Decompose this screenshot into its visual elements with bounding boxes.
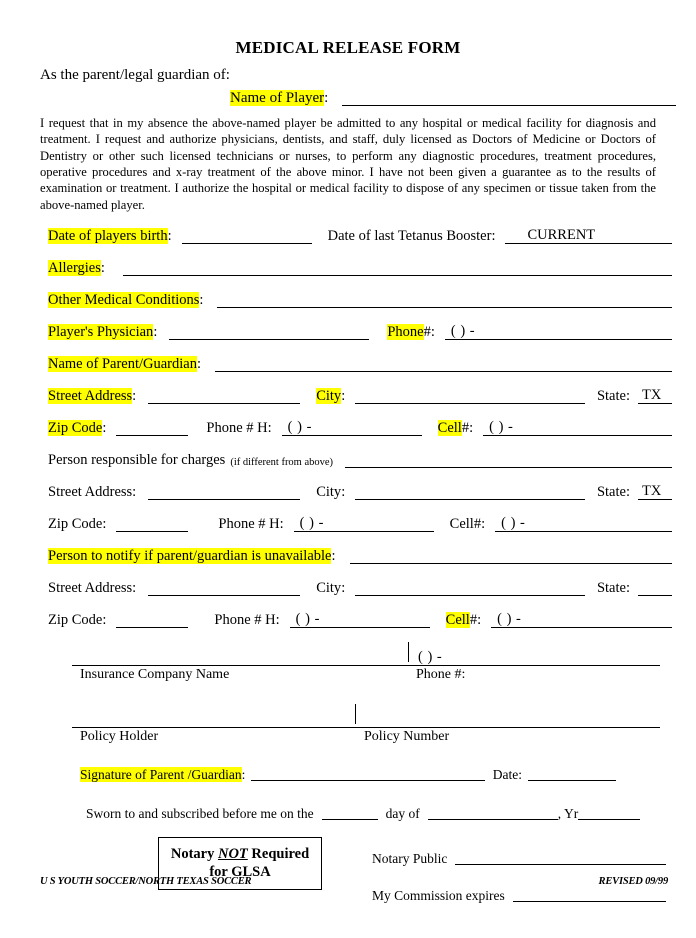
signature-date-input[interactable] [528,765,616,781]
allergies-label [48,260,105,277]
insurance-company-caption: Insurance Company Name [80,667,230,683]
row-sworn [86,804,616,821]
physician-colon: : [153,324,158,341]
notify-cell-suffix: #: [469,612,482,629]
signature-colon: : [241,766,246,782]
row-commission-expires [372,886,666,903]
responsible-city-input[interactable] [355,484,585,500]
physician-phone-suffix: #: [423,324,435,341]
responsible-city-colon: : [341,484,346,501]
notary-public-label: Notary Public [372,850,448,866]
consent-paragraph: I request that in my absence the above-named player be admitted to any hospital or medical facility for diagnosis and treatment. I request and authorize physicians, dentists, and staff, duly licensed as Doctors of Medicine or Doctors of Dentistry or other such licensed technicians or nurses, to perform any diagnostic procedures, treatment procedures, operative procedures and x-ray treatment of the above minor. I have not been given a guarantee as to the results of examination or treatment. I authorize the hospital or medical facility to dispose of any specimen or tissue taken from the above-named player. [40,116,656,212]
row-notify-address [48,580,672,597]
notify-zip-colon: : [102,612,107,629]
notify-home-phone-label: Phone # H: [214,612,280,629]
responsible-note: (if different from above) [230,457,334,469]
parent-city-input[interactable] [355,388,585,404]
physician-input[interactable] [169,324,369,340]
row-parent-name [48,356,672,373]
responsible-zip-label [48,516,106,533]
parent-home-phone-label: Phone # H: [206,420,272,437]
physician-phone-label [387,324,435,341]
parent-zip-input[interactable] [116,420,188,436]
responsible-label: Person responsible for charges [48,452,226,469]
parent-cell-label-text: Cell [437,420,462,437]
parent-street-colon: : [132,388,137,405]
signature-label [80,767,245,783]
notify-input[interactable] [350,548,672,564]
notify-colon: : [331,548,336,565]
notary-section [0,837,696,903]
policy-divider-tick [355,704,356,724]
signature-label-text: Signature of Parent /Guardian [80,766,242,782]
row-responsible-person [48,452,672,469]
notify-cell-label-text: Cell [445,612,470,629]
medical-release-form-page [0,38,696,938]
physician-phone-input[interactable] [445,324,672,340]
notify-cell-input[interactable] [491,612,672,628]
physician-phone-label-text: Phone [387,324,424,341]
sworn-day-of-label: day of [385,805,420,821]
footer-right-text: REVISED 09/99 [598,876,668,887]
commission-expires-label: My Commission expires [372,887,505,903]
parent-cell-label [438,420,473,437]
tetanus-label: Date of last Tetanus Booster: [327,228,496,245]
notify-city-label-text: City [316,580,342,597]
responsible-zip-input[interactable] [116,516,188,532]
responsible-state-input[interactable] [638,484,672,500]
signature-date-label: Date: [492,766,522,782]
row-responsible-zip-phones [48,516,672,533]
notify-city-label [316,580,345,597]
responsible-state-value: TX [642,482,662,499]
responsible-cell-pattern: ( ) - [501,514,526,531]
responsible-zip-colon: : [102,516,107,533]
notify-state-label: State: [596,580,630,597]
notify-street-label [48,580,136,597]
guardian-intro-line: As the parent/legal guardian of: [40,67,230,83]
notary-box-line1-emphasis: NOT [217,846,248,863]
notify-cell-pattern: ( ) - [497,610,522,627]
responsible-cell-suffix: #: [473,516,486,533]
birth-date-input[interactable] [182,228,312,244]
notify-zip-input[interactable] [116,612,188,628]
sworn-month-input[interactable] [428,804,558,820]
birth-date-label [48,228,172,245]
sworn-statement-section [0,804,696,821]
notary-box-line1-a: Notary [170,846,218,863]
row-physician-phone [48,324,672,341]
notary-signature-fields [372,837,666,903]
name-of-player-row [230,90,676,107]
responsible-city-label-text: City [316,484,342,501]
row-parent-address [48,388,672,405]
page-footer [40,876,668,887]
responsible-cell-label-text: Cell [449,516,474,533]
birth-date-label-text: Date of players birth [48,228,168,245]
row-parent-zip-phones [48,420,672,437]
row-notify-zip-phones [48,612,672,629]
parent-city-label [316,388,345,405]
footer-left-text: U S YOUTH SOCCER/NORTH TEXAS SOCCER [40,876,252,887]
notify-street-input[interactable] [148,580,300,596]
physician-label-text: Player's Physician [48,324,154,341]
row-other-conditions [48,292,672,309]
notify-zip-label-text: Zip Code [48,612,103,629]
row-responsible-address [48,484,672,501]
sworn-day-input[interactable] [322,804,378,820]
notify-label-text: Person to notify if parent/guardian is unavailable [48,548,332,565]
sworn-year-input[interactable] [578,804,640,820]
policy-holder-caption: Policy Holder [80,729,159,745]
responsible-input[interactable] [345,452,672,468]
sworn-prefix-label: Sworn to and subscribed before me on the [86,805,314,821]
parent-home-phone-input[interactable] [282,420,422,436]
parent-name-label-text: Name of Parent/Guardian [48,356,197,373]
tetanus-date-input[interactable] [505,228,672,244]
parent-state-input[interactable] [638,388,672,404]
responsible-city-label [316,484,345,501]
responsible-cell-input[interactable] [495,516,672,532]
responsible-home-phone-pattern: ( ) - [299,514,324,531]
notify-street-colon: : [132,580,137,597]
name-of-player-label-text: Name of Player [230,90,325,106]
notify-zip-label [48,612,106,629]
birth-date-colon: : [167,228,172,245]
page-title: MEDICAL RELEASE FORM [235,38,461,57]
notify-state-input[interactable] [638,580,672,596]
responsible-cell-label [450,516,485,533]
row-notary-public [372,849,666,866]
insurance-company-phone-line[interactable] [72,645,660,666]
notify-label [48,548,336,565]
row-birth-tetanus [48,228,672,245]
tetanus-date-value: CURRENT [527,226,596,243]
other-conditions-colon: : [199,292,204,309]
insurance-captions-row-2 [72,729,660,747]
responsible-zip-label-text: Zip Code [48,516,103,533]
name-of-player-label [230,90,328,107]
insurance-phone-pattern: ( ) - [418,648,443,665]
parent-cell-input[interactable] [483,420,672,436]
parent-cell-suffix: #: [461,420,474,437]
responsible-home-phone-input[interactable] [294,516,434,532]
insurance-section [0,645,696,747]
signature-section [0,765,696,782]
parent-city-colon: : [341,388,346,405]
notify-home-phone-input[interactable] [290,612,430,628]
row-allergies [48,260,672,277]
row-notify-person [48,548,672,565]
allergies-colon: : [100,260,105,277]
other-conditions-label-text: Other Medical Conditions [48,292,200,309]
policy-number-caption: Policy Number [364,729,450,745]
notify-cell-label [446,612,481,629]
parent-state-value: TX [642,386,662,403]
insurance-captions-row-1 [72,667,660,685]
notary-box-line1-c: Required [247,846,310,863]
parent-zip-colon: : [102,420,107,437]
parent-street-input[interactable] [148,388,300,404]
responsible-home-phone-label: Phone # H: [218,516,284,533]
parent-cell-pattern: ( ) - [489,418,514,435]
other-conditions-label [48,292,203,309]
insurance-divider-tick [408,642,409,662]
signature-input[interactable] [251,765,484,781]
notify-city-input[interactable] [355,580,585,596]
responsible-street-input[interactable] [148,484,300,500]
name-of-player-input[interactable] [342,90,676,106]
parent-home-phone-pattern: ( ) - [287,418,312,435]
other-conditions-input[interactable] [217,292,672,308]
responsible-street-label [48,484,136,501]
physician-phone-pattern: ( ) - [450,322,476,339]
allergies-label-text: Allergies [48,260,101,277]
notify-street-label-text: Street Address [48,580,133,597]
parent-zip-label-text: Zip Code [48,420,103,437]
allergies-input[interactable] [123,260,672,276]
parent-name-label [48,356,201,373]
notify-city-colon: : [341,580,346,597]
parent-street-label [48,388,136,405]
row-signature [80,765,616,782]
sworn-year-label: , Yr [557,805,579,821]
notary-public-input[interactable] [455,849,666,865]
notary-box-line2: for GLSA [209,864,271,881]
responsible-street-label-text: Street Address [48,484,133,501]
notify-home-phone-pattern: ( ) - [295,610,320,627]
form-fields [0,228,696,629]
parent-state-label: State: [596,388,630,405]
parent-zip-label [48,420,106,437]
physician-label [48,324,157,341]
parent-street-label-text: Street Address [48,388,133,405]
responsible-state-label: State: [596,484,630,501]
policy-holder-number-line[interactable] [72,707,660,728]
name-of-player-colon: : [324,90,329,106]
parent-city-label-text: City [316,388,342,405]
parent-name-colon: : [196,356,202,373]
responsible-street-colon: : [132,484,137,501]
insurance-phone-caption: Phone #: [416,667,466,683]
parent-name-input[interactable] [215,356,672,372]
